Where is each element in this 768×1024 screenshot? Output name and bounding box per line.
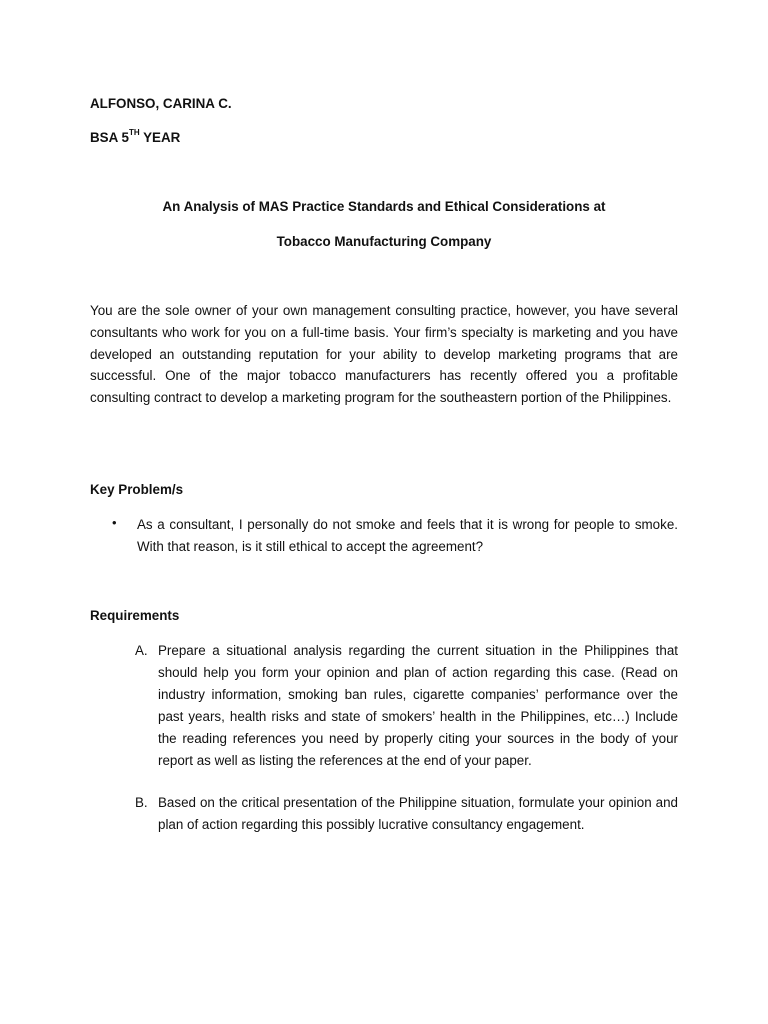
- requirements-heading: Requirements: [90, 608, 180, 623]
- requirement-marker-a: A.: [135, 643, 148, 658]
- course-suffix: YEAR: [139, 130, 181, 145]
- requirement-marker-b: B.: [135, 795, 148, 810]
- intro-paragraph: You are the sole owner of your own management consulting practice, however, you have several consultants who work for you on a full-time basis. Your firm’s specialty is marketing and you have developed an outstanding reputation for your ability to develop marketing programs that are successful. One of the major tobacco manufacturers has recently offered you a profitable consulting contract to develop a marketing program for the southeastern portion of the Philippines.: [90, 303, 678, 406]
- requirement-item-a: Prepare a situational analysis regarding the current situation in the Philippines that should help you form your opinion and plan of action regarding this case. (Read on industry information, smoking ban rules, cigarette companies’ performance over the past years, health risks and state of smokers’ health in the Philippines, etc…) Include the reading references you need by properly citing your sources in the body of your report as well as listing the references at the end of your paper.: [158, 643, 678, 768]
- document-title-line-1: An Analysis of MAS Practice Standards and Ethical Considerations at: [162, 199, 606, 214]
- document-title-line-2: Tobacco Manufacturing Company: [276, 234, 492, 249]
- author-name: ALFONSO, CARINA C.: [90, 96, 232, 111]
- course-prefix: BSA 5: [90, 130, 129, 145]
- course-year: [90, 130, 180, 145]
- key-problem-item: As a consultant, I personally do not smoke and feels that it is wrong for people to smoke. With that reason, is it still ethical to accept the agreement?: [137, 517, 678, 554]
- key-problems-heading: Key Problem/s: [90, 482, 184, 497]
- requirement-item-b: Based on the critical presentation of the Philippine situation, formulate your opinion and plan of action regarding this possibly lucrative consultancy engagement.: [158, 795, 678, 832]
- bullet-icon: •: [112, 515, 117, 530]
- course-superscript: TH: [128, 128, 140, 137]
